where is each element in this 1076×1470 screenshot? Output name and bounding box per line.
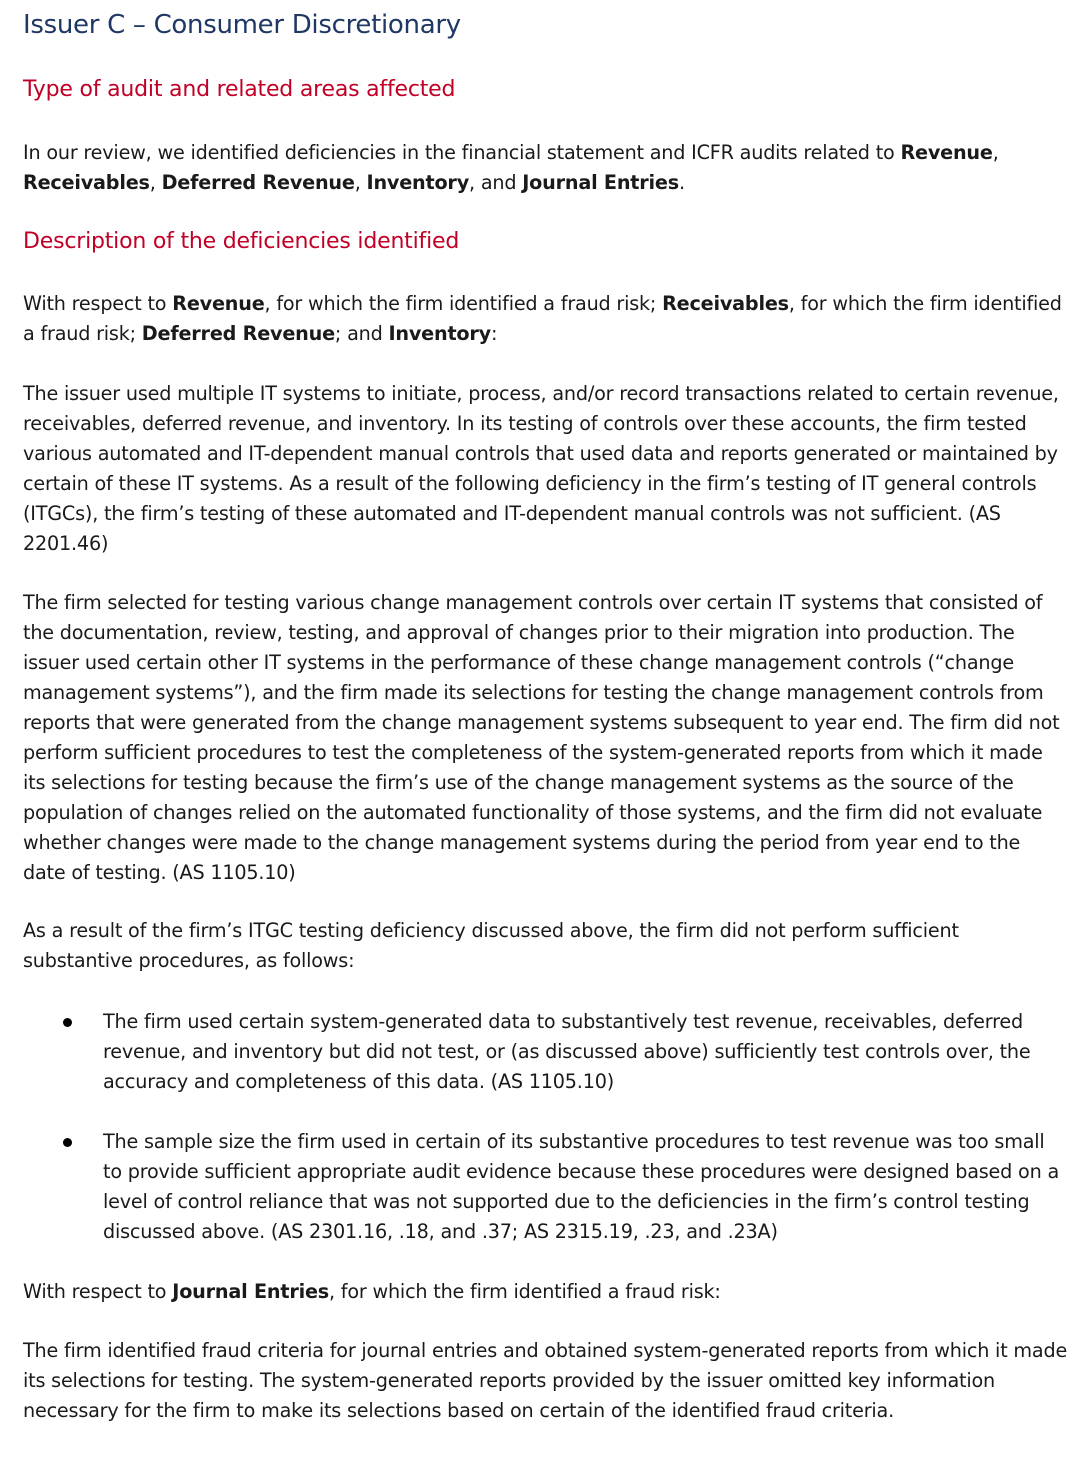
bold-term-revenue: Revenue xyxy=(900,141,993,164)
bold-term-inventory: Inventory xyxy=(366,171,470,194)
text-run: ; and xyxy=(334,322,389,345)
bold-term-revenue: Revenue xyxy=(172,292,265,315)
page-title: Issuer C – Consumer Discretionary xyxy=(23,10,461,40)
bold-term-inventory: Inventory xyxy=(388,322,491,345)
bold-term-journal-entries: Journal Entries xyxy=(172,1280,329,1303)
paragraph-areas-affected xyxy=(23,138,1068,198)
paragraph-fraud-criteria: The firm identified fraud criteria for journal entries and obtained system-generated reports from which it made its selections for testing. The system-generated reports provided by the issuer omitted key information necessary for the firm to make its selections based on certain of the identified fraud criteria. xyxy=(23,1339,1068,1422)
bullet-text: The firm used certain system-generated data to substantively test revenue, receivables, deferred revenue, and inventory but did not test, or (as discussed above) sufficiently test controls over, the accuracy and completeness of this data. (AS 1105.10) xyxy=(103,1010,1031,1093)
bold-term-receivables: Receivables xyxy=(662,292,789,315)
paragraph-change-management: The firm selected for testing various change management controls over certain IT systems that consisted of the documentation, review, testing, and approval of changes prior to their migration into production. The issuer used certain other IT systems in the performance of these change management controls (“change management systems”), and the firm made its selections for testing the change management controls from reports that were generated from the change management systems subsequent to year end. The firm did not perform sufficient procedures to test the completeness of the system-generated reports from which it made its selections for testing because the firm’s use of the change management systems as the source of the population of changes relied on the automated functionality of those systems, and the firm did not evaluate whether changes were made to the change management systems during the period from year end to the date of testing. (AS 1105.10) xyxy=(23,591,1060,884)
text-run: : xyxy=(490,322,498,345)
paragraph-journal-entries-intro xyxy=(23,1277,1068,1307)
text-run: , and xyxy=(469,171,523,194)
text-run: , xyxy=(149,171,162,194)
text-run: , xyxy=(992,141,999,164)
heading-description: Description of the deficiencies identified xyxy=(23,229,460,254)
bullet-icon xyxy=(63,1138,72,1147)
text-run: , for which the firm identified a fraud risk: xyxy=(329,1280,721,1303)
bold-term-deferred-revenue: Deferred Revenue xyxy=(161,171,355,194)
text-run: With respect to xyxy=(23,1280,173,1303)
bold-term-journal-entries: Journal Entries xyxy=(522,171,679,194)
bullet-icon xyxy=(63,1018,72,1027)
text-run: In our review, we identified deficiencies in the financial statement and ICFR audits related to xyxy=(23,141,901,164)
text-run: , for which the firm identified a fraud risk; xyxy=(23,292,1062,345)
bold-term-deferred-revenue: Deferred Revenue xyxy=(141,322,335,345)
text-run: , xyxy=(354,171,367,194)
text-run: . xyxy=(678,171,685,194)
text-run: , for which the firm identified a fraud risk; xyxy=(264,292,663,315)
text-run: With respect to xyxy=(23,292,173,315)
paragraph-it-systems: The issuer used multiple IT systems to initiate, process, and/or record transactions related to certain revenue, receivables, deferred revenue, and inventory. In its testing of controls over these accounts, the firm tested various automated and IT-dependent manual controls that used data and reports generated or maintained by certain of these IT systems. As a result of the following deficiency in the firm’s testing of IT general controls (ITGCs), the firm’s testing of these automated and IT-dependent manual controls was not sufficient. (AS 2201.46) xyxy=(23,382,1059,555)
paragraph-revenue-intro xyxy=(23,289,1068,349)
bullet-text: The sample size the firm used in certain of its substantive procedures to test revenue was too small to provide sufficient appropriate audit evidence because these procedures were designed based on a level of control reliance that was not supported due to the deficiencies in the firm’s control testing discussed above. (AS 2301.16, .18, and .37; AS 2315.19, .23, and .23A) xyxy=(103,1130,1060,1243)
paragraph-substantive-intro: As a result of the firm’s ITGC testing deficiency discussed above, the firm did not perform sufficient substantive procedures, as follows: xyxy=(23,919,959,972)
heading-type-of-audit: Type of audit and related areas affected xyxy=(23,77,456,102)
bold-term-receivables: Receivables xyxy=(23,171,150,194)
